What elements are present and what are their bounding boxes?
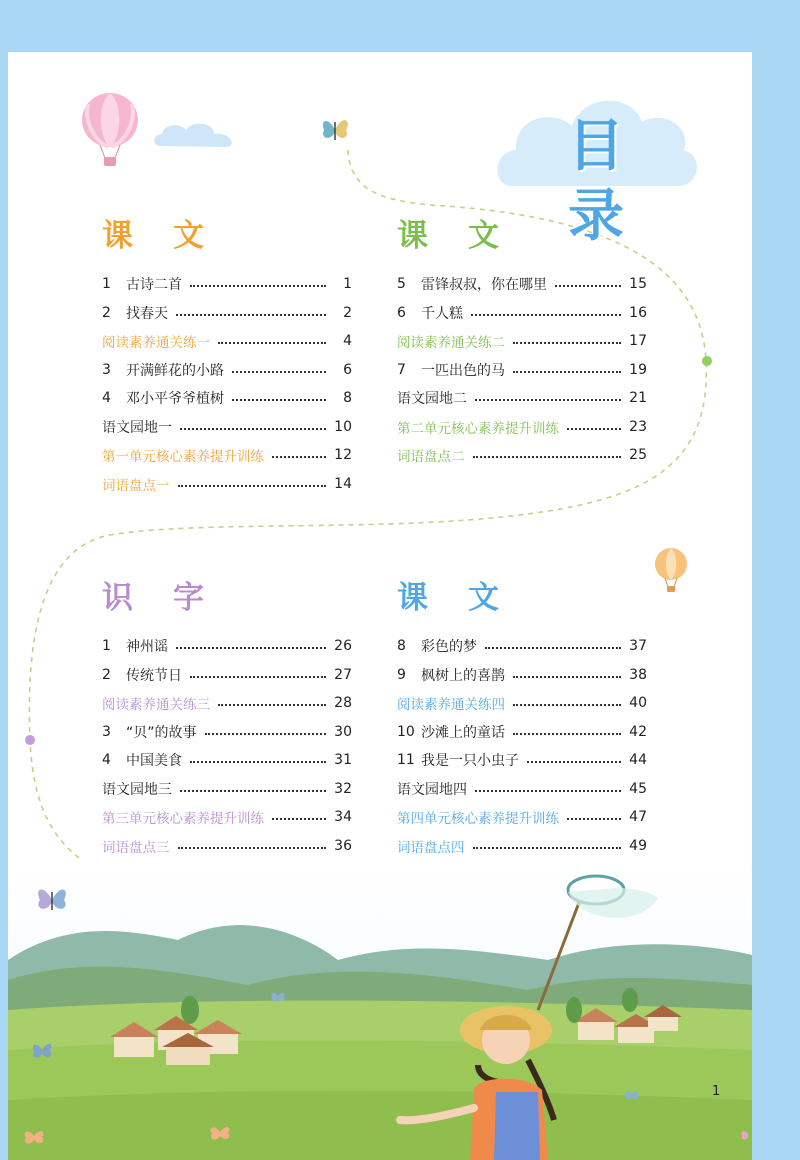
toc-entry[interactable] [102,689,352,718]
entry-number: 7 [397,361,406,378]
toc-section-3 [102,576,352,860]
leader-dots [473,847,622,849]
entry-title: 找春天 [126,305,168,322]
entry-number: 4 [102,752,111,769]
entry-page: 10 [334,418,352,435]
entry-number: 11 [397,752,415,769]
entry-number: 1 [102,638,111,655]
toc-entry[interactable] [397,441,647,470]
entry-page: 28 [334,695,352,712]
entry-page: 47 [629,809,647,826]
entry-number: 2 [102,304,111,321]
leader-dots [567,818,621,820]
leader-dots [218,342,326,344]
landscape-illustration [8,860,752,1160]
entry-page: 16 [629,304,647,321]
entry-title: 词语盘点四 [397,839,465,856]
entry-number: 10 [397,723,415,740]
leader-dots [513,733,621,735]
entry-number: 9 [397,666,406,683]
leader-dots [205,733,326,735]
toc-entry[interactable] [397,299,647,328]
entry-number: 5 [397,276,406,293]
entry-title: 第一单元核心素养提升训练 [102,449,264,466]
entry-title: 邓小平爷爷植树 [126,391,224,408]
entry-title: 一匹出色的马 [421,362,505,379]
leader-dots [272,456,326,458]
entry-page: 32 [334,780,352,797]
entry-page: 34 [334,809,352,826]
cloud-icon [152,120,238,152]
leader-dots [555,285,621,287]
entry-list [397,270,647,470]
entry-title: 阅读素养通关练二 [397,335,505,352]
entry-page: 23 [629,418,647,435]
leader-dots [178,847,327,849]
toc-entry[interactable] [102,470,352,499]
toc-section-2 [397,214,647,470]
leader-dots [513,704,621,706]
toc-entry[interactable] [102,718,352,747]
entry-page: 25 [629,447,647,464]
entry-title: 第三单元核心素养提升训练 [102,811,264,828]
entry-page: 17 [629,333,647,350]
path-dot-green [702,356,712,366]
entry-page: 4 [343,333,352,350]
entry-title: 神州谣 [126,639,168,656]
entry-title: 词语盘点二 [397,449,465,466]
entry-page: 21 [629,390,647,407]
entry-page: 49 [629,837,647,854]
entry-page: 44 [629,752,647,769]
entry-number: 8 [397,638,406,655]
leader-dots [180,790,326,792]
entry-page: 27 [334,666,352,683]
entry-page: 12 [334,447,352,464]
entry-page: 42 [629,723,647,740]
leader-dots [272,818,326,820]
entry-title: “贝”的故事 [126,724,197,741]
butterfly-icon [318,112,352,146]
entry-title: 千人糕 [421,305,463,322]
butterfly-icon [32,882,72,916]
toc-entry[interactable] [397,718,647,747]
page-title: 目录 [568,114,634,249]
entry-page: 8 [343,390,352,407]
entry-page: 31 [334,752,352,769]
toc-entry[interactable] [102,327,352,356]
path-dot-purple [25,735,35,745]
toc-entry[interactable] [102,775,352,804]
entry-list [102,632,352,860]
toc-entry[interactable] [397,661,647,690]
entry-page: 1 [343,276,352,293]
leader-dots [567,428,621,430]
entry-title: 语文园地四 [397,781,467,798]
toc-entry[interactable] [102,384,352,413]
entry-number: 3 [102,723,111,740]
entry-list [102,270,352,498]
toc-entry[interactable] [397,270,647,299]
section-heading: 课文 [397,580,539,616]
entry-number: 4 [102,390,111,407]
entry-title: 我是一只小虫子 [421,753,519,770]
leader-dots [513,342,621,344]
entry-page: 40 [629,695,647,712]
entry-title: 沙滩上的童话 [421,724,505,741]
leader-dots [180,428,326,430]
section-heading: 课文 [397,218,539,254]
toc-entry[interactable] [102,413,352,442]
leader-dots [471,314,621,316]
toc-entry[interactable] [397,689,647,718]
entry-list [397,632,647,860]
entry-page: 2 [343,304,352,321]
leader-dots [473,456,622,458]
toc-section-1 [102,214,352,498]
leader-dots [527,761,621,763]
toc-entry[interactable] [397,356,647,385]
entry-title: 词语盘点一 [102,477,170,494]
leader-dots [190,676,326,678]
entry-page: 36 [334,837,352,854]
leader-dots [232,371,326,373]
entry-title: 中国美食 [126,753,182,770]
entry-page: 38 [629,666,647,683]
leader-dots [475,790,621,792]
leader-dots [485,647,621,649]
toc-entry[interactable] [102,661,352,690]
entry-title: 第四单元核心素养提升训练 [397,811,559,828]
toc-entry[interactable] [397,832,647,861]
entry-title: 语文园地二 [397,391,467,408]
leader-dots [513,371,621,373]
entry-page: 19 [629,361,647,378]
toc-entry[interactable] [102,356,352,385]
toc-entry[interactable] [397,384,647,413]
leader-dots [178,485,327,487]
leader-dots [190,761,326,763]
entry-page: 15 [629,276,647,293]
toc-entry[interactable] [397,746,647,775]
entry-page: 30 [334,723,352,740]
entry-title: 阅读素养通关练四 [397,697,505,714]
toc-entry[interactable] [102,270,352,299]
toc-entry[interactable] [397,775,647,804]
entry-title: 彩色的梦 [421,639,477,656]
page-number: 1 [712,1084,721,1099]
leader-dots [218,704,326,706]
entry-title: 古诗二首 [126,277,182,294]
toc-entry[interactable] [397,327,647,356]
toc-entry[interactable] [397,803,647,832]
leader-dots [190,285,326,287]
toc-entry[interactable] [102,746,352,775]
toc-entry[interactable] [102,632,352,661]
entry-page: 45 [629,780,647,797]
entry-title: 词语盘点三 [102,839,170,856]
entry-title: 第二单元核心素养提升训练 [397,420,559,437]
section-heading: 课文 [102,218,244,254]
entry-page: 37 [629,638,647,655]
entry-title: 枫树上的喜鹊 [421,667,505,684]
entry-number: 6 [397,304,406,321]
leader-dots [232,399,326,401]
toc-entry[interactable] [102,299,352,328]
leader-dots [176,647,326,649]
leader-dots [475,399,621,401]
hot-air-balloon-icon [78,92,142,170]
leader-dots [176,314,326,316]
toc-entry[interactable] [397,632,647,661]
entry-title: 阅读素养通关练一 [102,335,210,352]
entry-title: 传统节日 [126,667,182,684]
small-balloon-icon [652,547,690,595]
entry-title: 阅读素养通关练三 [102,697,210,714]
toc-entry[interactable] [102,832,352,861]
entry-title: 语文园地三 [102,781,172,798]
toc-entry[interactable] [397,413,647,442]
entry-title: 雷锋叔叔，你在哪里 [421,277,547,294]
entry-number: 1 [102,276,111,293]
toc-section-4 [397,576,647,860]
leader-dots [513,676,621,678]
entry-number: 2 [102,666,111,683]
section-heading: 识字 [102,580,244,616]
toc-entry[interactable] [102,441,352,470]
entry-title: 语文园地一 [102,419,172,436]
entry-title: 开满鲜花的小路 [126,362,224,379]
toc-entry[interactable] [102,803,352,832]
entry-page: 26 [334,638,352,655]
entry-page: 14 [334,475,352,492]
entry-page: 6 [343,361,352,378]
entry-number: 3 [102,361,111,378]
